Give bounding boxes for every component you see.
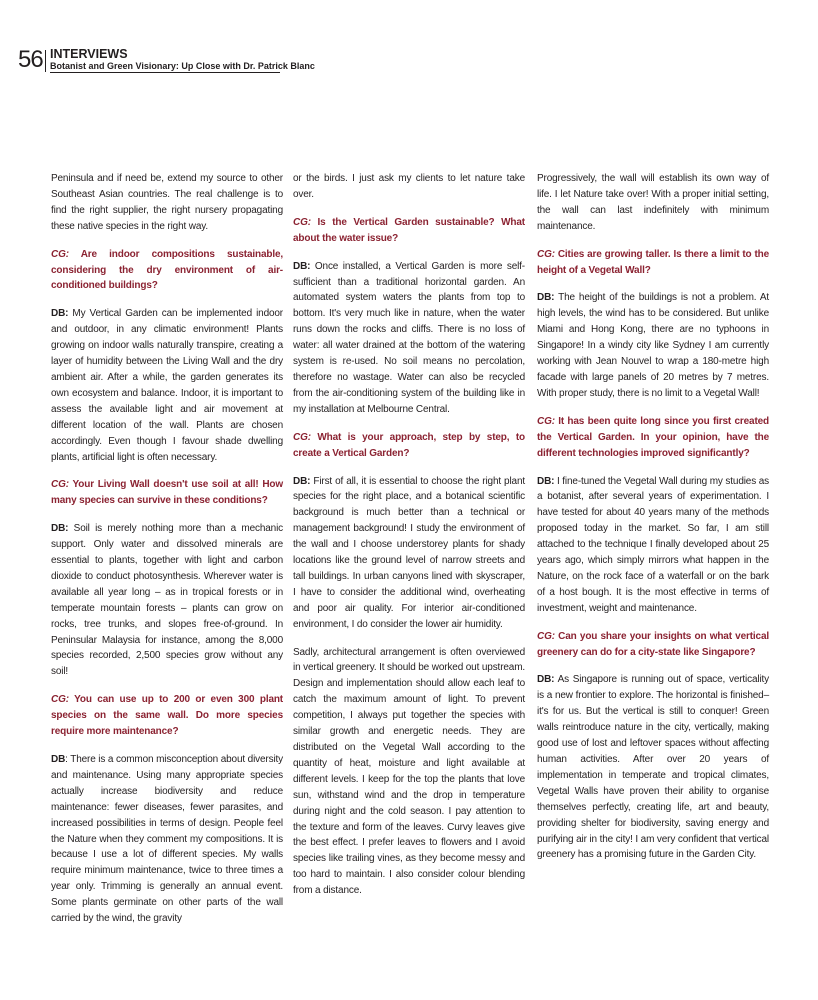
speaker-label: CG: bbox=[537, 248, 555, 260]
speaker-label: DB: bbox=[537, 674, 555, 686]
section-label: INTERVIEWS bbox=[50, 47, 128, 61]
answer-text: Soil is merely nothing more than a mechanic support. Only water and dissolved minerals are essential to plants, together with light and carbon dioxide to conduct photosynthesis. Wherever water is available all year long – as in tropical forests or in temperate mountain forests – plants can grow on rocks, tree trunks, and slopes free-of-ground. In Peninsular Malaysia for instance, among the 8,000 species recorded, 2,500 species grow without any soil! bbox=[51, 523, 283, 678]
body-paragraph: Progressively, the wall will establish its own way of life. I let Nature take over! With a proper initial setting, the wall can last indefinitely with minimum maintenance. bbox=[537, 173, 769, 232]
answer-text: First of all, it is essential to choose the right plant species for the right place, and a botanical scientific background is much better than a technical or management background! I study the environment of the wall and I choose understorey plants for shady locations like the ground level of narrow streets and tall buildings. In urban canyons lined with skyscraper, I have to consider the additional wind, overheating and poor air quality. For interior air-conditioned environment, I do consider the lower air humidity. bbox=[293, 475, 525, 630]
speaker-label: DB: bbox=[537, 475, 555, 487]
speaker-label: CG: bbox=[293, 431, 311, 443]
interview-question bbox=[537, 629, 769, 661]
speaker-label: CG: bbox=[537, 630, 555, 642]
interview-question bbox=[51, 692, 283, 740]
body-paragraph: or the birds. I just ask my clients to let nature take over. bbox=[293, 173, 525, 200]
speaker-label: DB: bbox=[293, 260, 311, 272]
speaker-label: DB: bbox=[293, 475, 311, 487]
interview-answer bbox=[51, 752, 283, 927]
interview-answer bbox=[537, 474, 769, 617]
interview-question bbox=[537, 247, 769, 279]
answer-text: My Vertical Garden can be implemented indoor and outdoor, in any climatic environment! Plants growing on indoor walls naturally transpire, creating a layer of humidity between the Living Wall and the dry ambient air. After a while, the garden generates its own ecosystem and balance. Indoor, it is important to assess the available light and air movement at different location of the wall. Plants are chosen accordingly. Even though I favour shade dwelling plants, artificial light is often necessary. bbox=[51, 308, 283, 463]
header-divider bbox=[45, 50, 46, 72]
answer-text: The height of the buildings is not a problem. At high levels, the wind has to be considered. But unlike Miami and Hong Kong, there are no typhoons in Singapore! In a windy city like Sydney I am currently working with Jean Nouvel to wrap a 180-metre high facade with large panels of 20 metres by 7 metres. With proper study, there is no limit to a Vegetal Wall! bbox=[537, 292, 769, 399]
answer-text: Once installed, a Vertical Garden is more self-sufficient than a traditional horizontal garden. An automated system waters the plants from top to bottom. It's very much like in nature, when the water runs down the rocks and cliffs. There is no loss of water: all water drained at the bottom of the watering system is re-used. No soil means no percolation, therefore no wastage. Water can also be recycled from the air-conditioning system of the building like in my installation at Melbourne Central. bbox=[293, 260, 525, 415]
speaker-label: DB: bbox=[51, 308, 69, 320]
speaker-label: DB bbox=[51, 754, 66, 765]
interview-question bbox=[51, 247, 283, 295]
answer-text: As Singapore is running out of space, verticality is a new frontier to explore. The horizontal is finished– it's for us. But the vertical is still to conquer! Green walls reintroduce nature in the city, vertically, making good use of lost and leftover spaces without affecting human activities. After over 20 years of implementation in temperate and tropical climates, Vegetal Walls have proven their ability to organise themselves perfectly, creating life, art and beauty, providing shelter for biodiversity, saving energy and purifying air in the city! I am very confident that vertical greenery has a promising future in the Garden City. bbox=[537, 674, 769, 861]
interview-answer bbox=[293, 259, 525, 418]
speaker-label: DB: bbox=[51, 523, 69, 535]
interview-answer bbox=[51, 521, 283, 680]
interview-answer bbox=[537, 672, 769, 863]
interview-answer bbox=[293, 474, 525, 633]
text-column-3 bbox=[537, 171, 769, 875]
text-column-2 bbox=[293, 171, 525, 911]
speaker-label: DB: bbox=[537, 292, 555, 304]
interview-answer bbox=[51, 306, 283, 465]
body-paragraph: Sadly, architectural arrangement is often overviewed in vertical greenery. It should be worked out upstream. Design and implementation should allow each leaf to catch the maximum amount of light. To prevent competition, I always put together the species with similar growth and energetic needs. They are distributed on the Vegetal Wall according to the quantity of heat, moisture and light available at different levels. I keep for the top the plants that love sun, withstand wind and the drop in temperature during night and the cold season. I pay attention to the texture and form of the leaves. Curvy leaves give the best effect. I prefer leaves to flowers and I avoid species like trailing vines, as they become messy and too hard to maintain. I also consider colour blending from a distance. bbox=[293, 646, 525, 897]
speaker-label: CG: bbox=[51, 694, 69, 706]
answer-text: : There is a common misconception about diversity and maintenance. Using many appropriate species actually increase biodiversity and reduce maintenance: fewer diseases, fewer parasites, and increased possibilities in terms of design. People feel the Nature when they comment my compositions. It is because I use a lot of different species. My walls require minimum maintenance, twice to three times a year only. Trimming is generally an annual event. Some plants germinate on other parts of the wall carried by the wind, the gravity bbox=[51, 754, 283, 925]
speaker-label: CG: bbox=[537, 415, 555, 427]
question-text: Is the Vertical Garden sustainable? What about the water issue? bbox=[293, 216, 525, 244]
question-text: Are indoor compositions sustainable, considering the dry environment of air-conditioned buildings? bbox=[51, 248, 283, 292]
interview-question bbox=[293, 215, 525, 247]
question-text: Can you share your insights on what vertical greenery can do for a city-state like Singapore? bbox=[537, 630, 769, 658]
header-rule bbox=[50, 72, 280, 73]
question-text: What is your approach, step by step, to create a Vertical Garden? bbox=[293, 431, 525, 459]
question-text: You can use up to 200 or even 300 plant species on the same wall. Do more species require more maintenance? bbox=[51, 694, 283, 738]
interview-question bbox=[293, 430, 525, 462]
question-text: Cities are growing taller. Is there a limit to the height of a Vegetal Wall? bbox=[537, 248, 769, 276]
speaker-label: CG: bbox=[51, 479, 69, 491]
answer-text: I fine-tuned the Vegetal Wall during my studies as a botanist, after several years of experimentation. I have tested for about 40 years many of the methods proposed today in the market. So far, I am still attached to the technique I finally developed about 25 years ago, which simply mirrors what happen in the Nature, on the rock face of a waterfall or on the bark of a host bough. It is the most effective in terms of investment, weight and maintenance. bbox=[537, 475, 769, 614]
page-number: 56 bbox=[18, 46, 43, 73]
text-column-1 bbox=[51, 171, 283, 939]
speaker-label: CG: bbox=[51, 248, 69, 260]
interview-question bbox=[51, 477, 283, 509]
question-text: It has been quite long since you first created the Vertical Garden. In your opinion, have the different technologies improved significantly? bbox=[537, 415, 769, 459]
article-subtitle: Botanist and Green Visionary: Up Close with Dr. Patrick Blanc bbox=[50, 61, 315, 71]
question-text: Your Living Wall doesn't use soil at all! How many species can survive in these conditions? bbox=[51, 479, 283, 507]
interview-question bbox=[537, 414, 769, 462]
interview-answer bbox=[537, 290, 769, 401]
speaker-label: CG: bbox=[293, 216, 311, 228]
page-header bbox=[18, 44, 315, 74]
body-paragraph: Peninsula and if need be, extend my source to other Southeast Asian countries. The real challenge is to find the right supplier, the right nursery propagating these native species in the right way. bbox=[51, 173, 283, 232]
